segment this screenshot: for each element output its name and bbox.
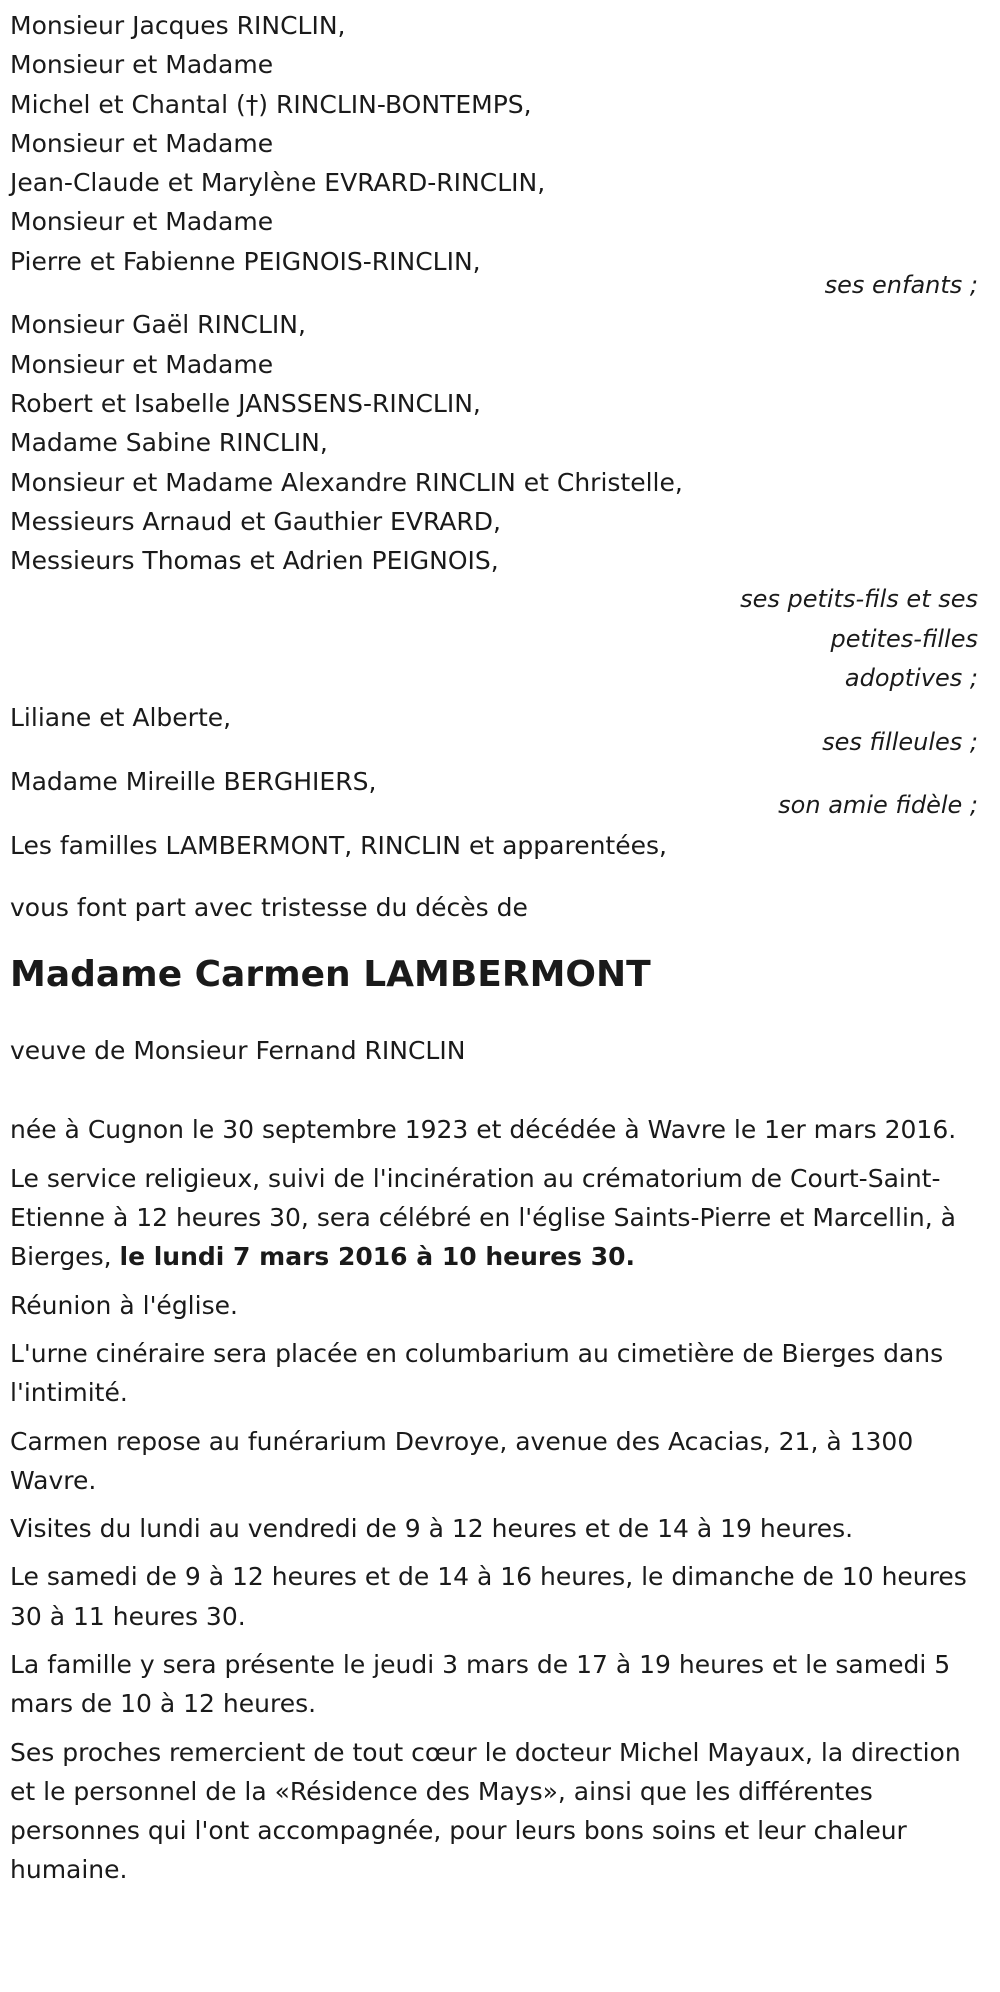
visits-weekend-paragraph: Le samedi de 9 à 12 heures et de 14 à 16 heures, le dimanche de 10 heures 30 à 11 heures 30. xyxy=(10,1562,967,1631)
family-line: Messieurs Arnaud et Gauthier EVRARD, xyxy=(10,506,501,536)
family-line: Messieurs Thomas et Adrien PEIGNOIS, xyxy=(10,546,499,576)
role-goddaughters: ses filleules ; xyxy=(822,727,978,756)
thanks-paragraph: Ses proches remercient de tout cœur le docteur Michel Mayaux, la direction et le personnel de la «Résidence des Mays», ainsi que les différentes personnes qui l'ont accompagnée, pour leurs bons soins et leur chaleur humaine. xyxy=(10,1737,961,1885)
family-line: Monsieur Gaël RINCLIN, xyxy=(10,310,306,340)
funeral-home-paragraph: Carmen repose au funérarium Devroye, avenue des Acacias, 21, à 1300 Wavre. xyxy=(10,1426,914,1495)
family-presence-paragraph: La famille y sera présente le jeudi 3 mars de 17 à 19 heures et le samedi 5 mars de 10 à 12 heures. xyxy=(10,1649,951,1719)
reunion-paragraph: Réunion à l'église. xyxy=(10,1290,238,1320)
service-paragraph xyxy=(10,1159,985,1277)
service-date: le lundi 7 mars 2016 à 10 heures 30. xyxy=(119,1242,636,1272)
family-line: Monsieur et Madame xyxy=(10,128,274,158)
urn-paragraph: L'urne cinéraire sera placée en columbarium au cimetière de Bierges dans l'intimité. xyxy=(10,1338,944,1408)
family-line: Madame Mireille BERGHIERS, xyxy=(10,766,377,796)
family-line: Michel et Chantal (†) RINCLIN-BONTEMPS, xyxy=(10,89,532,119)
birth-death-paragraph: née à Cugnon le 30 septembre 1923 et décédée à Wavre le 1er mars 2016. xyxy=(10,1115,957,1145)
family-line: Monsieur et Madame xyxy=(10,207,274,237)
children-group xyxy=(10,6,978,305)
family-line: Pierre et Fabienne PEIGNOIS-RINCLIN, xyxy=(10,246,481,276)
family-line: Monsieur et Madame Alexandre RINCLIN et Christelle, xyxy=(10,467,683,497)
service-text: Le service religieux, suivi de l'incinération au crématorium de Court-Saint-Etienne à 12 heures 30, sera célébré en l'église Saints-Pierre et Marcellin, à Bierges, xyxy=(10,1163,956,1272)
grandchildren-group xyxy=(10,305,978,698)
family-line: Monsieur et Madame xyxy=(10,349,274,379)
family-line: Monsieur Jacques RINCLIN, xyxy=(10,11,346,40)
visits-weekdays-paragraph: Visites du lundi au vendredi de 9 à 12 heures et de 14 à 19 heures. xyxy=(10,1514,854,1544)
role-children: ses enfants ; xyxy=(824,271,978,300)
announcement-text: vous font part avec tristesse du décès de xyxy=(10,892,528,922)
goddaughters-group xyxy=(10,698,978,762)
families-line: Les familles LAMBERMONT, RINCLIN et apparentées, xyxy=(10,830,667,860)
family-line: Monsieur et Madame xyxy=(10,50,274,80)
family-line: Liliane et Alberte, xyxy=(10,703,232,733)
role-grandchildren: ses petits-fils et ses petites-filles adoptives ; xyxy=(740,585,978,693)
family-line: Madame Sabine RINCLIN, xyxy=(10,428,328,458)
widow-of-text: veuve de Monsieur Fernand RINCLIN xyxy=(10,1036,466,1066)
deceased-name: Madame Carmen LAMBERMONT xyxy=(10,954,651,996)
friend-group xyxy=(10,762,978,826)
role-friend: son amie fidèle ; xyxy=(778,791,978,820)
family-line: Jean-Claude et Marylène EVRARD-RINCLIN, xyxy=(10,168,546,198)
family-line: Robert et Isabelle JANSSENS-RINCLIN, xyxy=(10,388,481,418)
